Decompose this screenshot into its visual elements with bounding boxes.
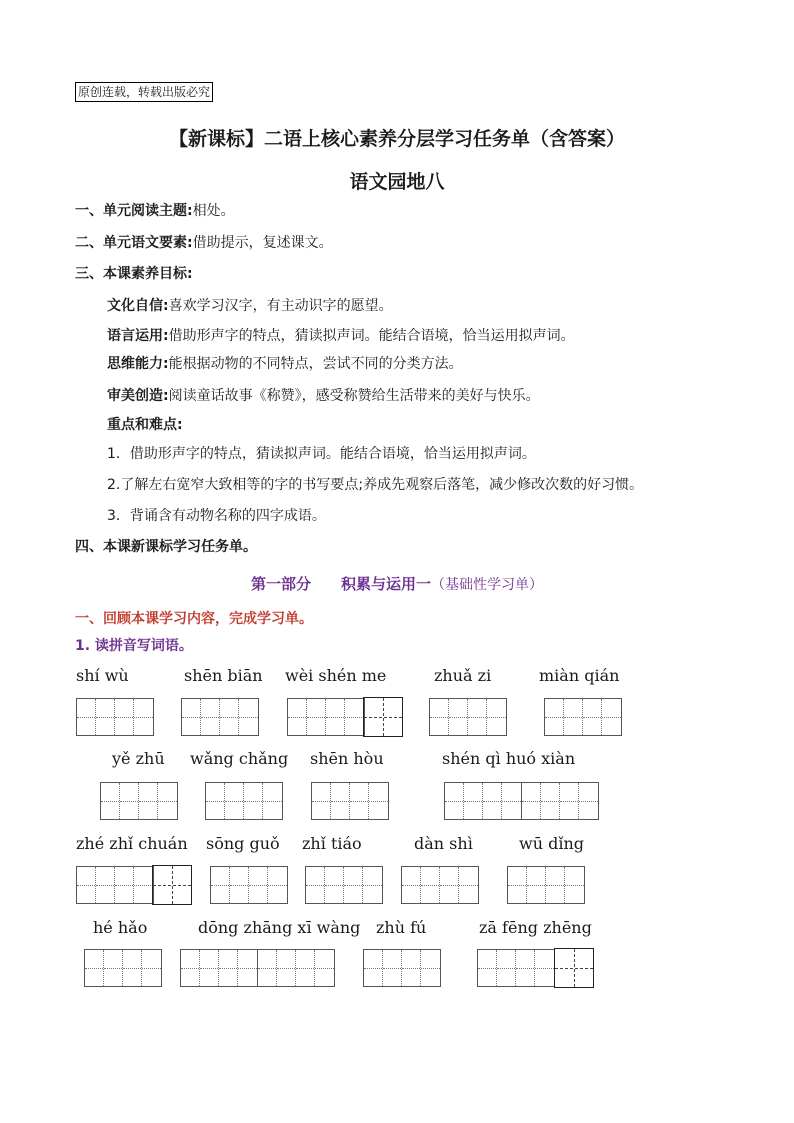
task-1-heading: 一、回顾本课学习内容，完成学习单。 xyxy=(75,611,313,627)
writing-grid[interactable] xyxy=(521,782,599,820)
pinyin-r3-5: wū dǐng xyxy=(519,834,584,853)
pinyin-r1-2: shēn biān xyxy=(184,666,263,685)
pinyin-r3-3: zhǐ tiáo xyxy=(302,834,362,853)
copyright-stamp: 原创连载，转载出版必究 xyxy=(75,82,213,102)
writing-box-large[interactable] xyxy=(554,948,594,988)
writing-grid[interactable] xyxy=(76,866,154,904)
key-point-3: 3．背诵含有动物名称的四字成语。 xyxy=(107,508,326,524)
writing-grid[interactable] xyxy=(84,949,162,987)
writing-grid[interactable] xyxy=(205,782,283,820)
goal-language-value: 借助形声字的特点，猜读拟声词。能结合语境，恰当运用拟声词。 xyxy=(168,328,575,344)
section-4-label: 四、本课新课标学习任务单。 xyxy=(75,539,257,555)
part-heading xyxy=(0,573,794,594)
writing-grid[interactable] xyxy=(544,698,622,736)
writing-grid[interactable] xyxy=(401,866,479,904)
writing-grid[interactable] xyxy=(363,949,441,987)
goal-thinking-label: 思维能力: xyxy=(107,356,169,372)
writing-grid[interactable] xyxy=(305,866,383,904)
task-1-subheading: 1. 读拼音写词语。 xyxy=(75,638,193,654)
writing-grid[interactable] xyxy=(100,782,178,820)
writing-box-large[interactable] xyxy=(152,865,192,905)
writing-grid[interactable] xyxy=(507,866,585,904)
part-note: （基础性学习单） xyxy=(431,577,544,593)
pinyin-r4-2: dōng zhāng xī wàng xyxy=(198,918,361,937)
pinyin-r4-3: zhù fú xyxy=(376,918,427,937)
pinyin-r1-4: zhuǎ zi xyxy=(434,666,492,685)
goal-aesthetic-value: 阅读童话故事《称赞》，感受称赞给生活带来的美好与快乐。 xyxy=(168,388,540,404)
key-point-2: 2.了解左右宽窄大致相等的字的书写要点;养成先观察后落笔，减少修改次数的好习惯。 xyxy=(107,477,644,493)
pinyin-r3-1: zhé zhǐ chuán xyxy=(76,834,188,853)
pinyin-r2-2: wǎng chǎng xyxy=(190,749,289,768)
key-point-1: 1．借助形声字的特点，猜读拟声词。能结合语境，恰当运用拟声词。 xyxy=(107,446,536,462)
goal-aesthetic-label: 审美创造: xyxy=(107,388,169,404)
pinyin-r1-1: shí wù xyxy=(76,666,129,685)
writing-grid[interactable] xyxy=(180,949,258,987)
goal-culture xyxy=(107,296,393,316)
pinyin-r2-3: shēn hòu xyxy=(310,749,384,768)
pinyin-r4-1: hé hǎo xyxy=(93,918,148,937)
writing-grid[interactable] xyxy=(76,698,154,736)
pinyin-r3-2: sōng guǒ xyxy=(206,834,280,853)
writing-box-large[interactable] xyxy=(363,697,403,737)
pinyin-r4-4: zā fēng zhēng xyxy=(479,918,592,937)
writing-grid[interactable] xyxy=(181,698,259,736)
section-2-label: 二、单元语文要素: xyxy=(75,235,193,251)
writing-grid[interactable] xyxy=(311,782,389,820)
goal-language xyxy=(107,326,575,346)
section-1-value: 相处。 xyxy=(192,203,235,219)
pinyin-r2-1: yě zhū xyxy=(112,749,165,768)
goal-culture-label: 文化自信: xyxy=(107,298,169,314)
pinyin-r1-5: miàn qián xyxy=(539,666,620,685)
writing-grid[interactable] xyxy=(477,949,555,987)
section-2-value: 借助提示，复述课文。 xyxy=(192,235,333,251)
page-title: 【新课标】二语上核心素养分层学习任务单（含答案） xyxy=(168,128,625,150)
section-1-label: 一、单元阅读主题: xyxy=(75,203,193,219)
part-title: 第一部分 xyxy=(250,575,311,593)
goal-thinking xyxy=(107,354,463,374)
goal-culture-value: 喜欢学习汉字，有主动识字的愿望。 xyxy=(168,298,393,314)
pinyin-r3-4: dàn shì xyxy=(414,834,473,853)
part-name: 积累与运用一 xyxy=(341,575,432,593)
pinyin-r2-4: shén qì huó xiàn xyxy=(442,749,576,768)
writing-grid[interactable] xyxy=(210,866,288,904)
writing-grid[interactable] xyxy=(287,698,365,736)
page-subtitle: 语文园地八 xyxy=(349,171,445,193)
key-points-label: 重点和难点: xyxy=(107,417,183,433)
writing-grid[interactable] xyxy=(257,949,335,987)
section-3-label: 三、本课素养目标: xyxy=(75,266,193,282)
section-2 xyxy=(75,233,333,253)
goal-language-label: 语言运用: xyxy=(107,328,169,344)
goal-thinking-value: 能根据动物的不同特点，尝试不同的分类方法。 xyxy=(168,356,463,372)
pinyin-r1-3: wèi shén me xyxy=(285,666,387,685)
writing-grid[interactable] xyxy=(429,698,507,736)
section-1 xyxy=(75,201,235,221)
writing-grid[interactable] xyxy=(444,782,522,820)
goal-aesthetic xyxy=(107,386,540,406)
